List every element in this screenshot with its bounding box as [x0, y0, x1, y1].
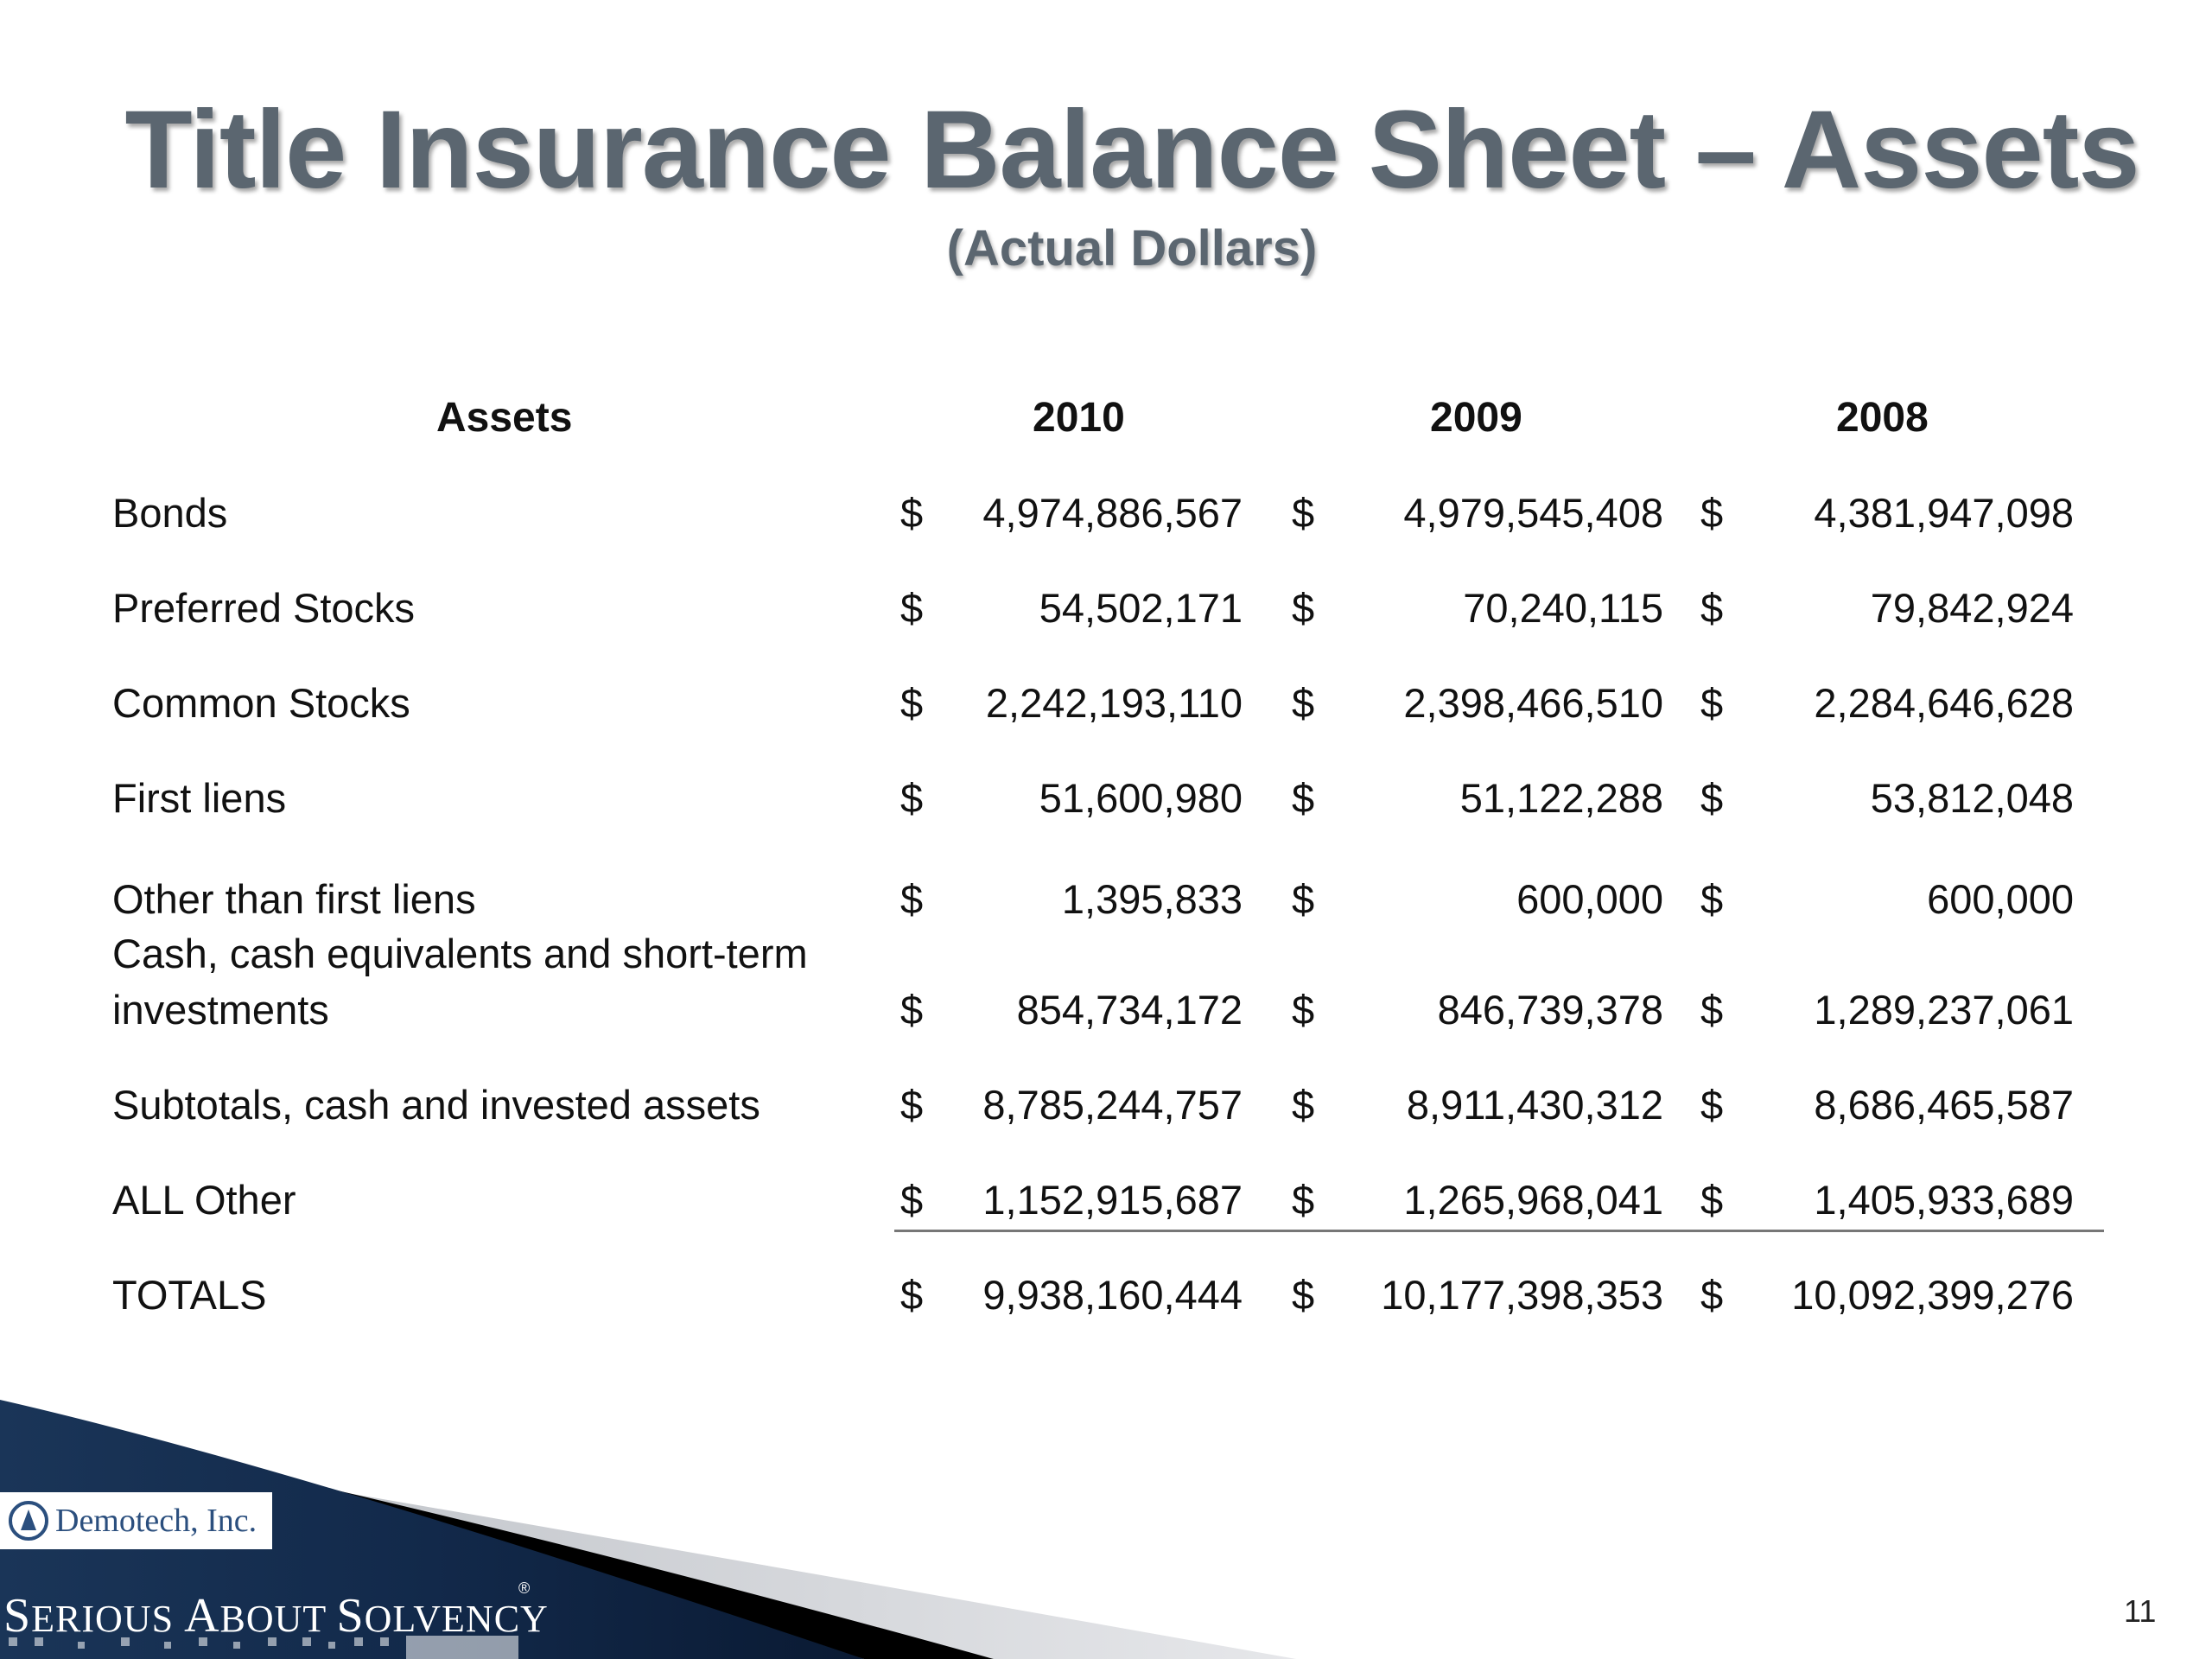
currency-symbol: $ [1700, 876, 1724, 922]
row-label: Preferred Stocks [112, 585, 416, 631]
currency-symbol: $ [1292, 1272, 1315, 1318]
currency-symbol: $ [1700, 1177, 1724, 1223]
currency-symbol: $ [1700, 490, 1724, 536]
tagline [3, 1588, 549, 1643]
currency-symbol: $ [1700, 1082, 1724, 1128]
value-2008: 79,842,924 [1870, 585, 2074, 631]
currency-symbol: $ [1292, 987, 1315, 1033]
value-2009: 10,177,398,353 [1381, 1272, 1663, 1318]
currency-symbol: $ [900, 775, 924, 821]
value-2009: 8,911,430,312 [1406, 1082, 1663, 1128]
value-2010: 4,974,886,567 [982, 490, 1243, 536]
registered-mark: ® [518, 1580, 531, 1597]
demotech-logo-icon [9, 1501, 48, 1541]
currency-symbol: $ [1700, 987, 1724, 1033]
currency-symbol: $ [900, 1272, 924, 1318]
row-label: First liens [112, 775, 287, 821]
value-2010: 51,600,980 [1039, 775, 1243, 821]
value-2008: 8,686,465,587 [1814, 1082, 2074, 1128]
value-2009: 4,979,545,408 [1403, 490, 1663, 536]
value-2010: 8,785,244,757 [982, 1082, 1243, 1128]
header-2008: 2008 [1836, 395, 1929, 441]
value-2010: 54,502,171 [1039, 585, 1243, 631]
tagline-part: ERIOUS [31, 1598, 185, 1640]
value-2009: 846,739,378 [1437, 987, 1663, 1033]
header-assets: Assets [436, 395, 573, 441]
tagline-part: BOUT [219, 1598, 337, 1640]
demotech-logo [0, 1492, 272, 1549]
currency-symbol: $ [900, 490, 924, 536]
currency-symbol: $ [1292, 1177, 1315, 1223]
value-2009: 1,265,968,041 [1403, 1177, 1663, 1223]
currency-symbol: $ [1292, 585, 1315, 631]
currency-symbol: $ [1292, 775, 1315, 821]
currency-symbol: $ [1292, 680, 1315, 726]
value-2010: 854,734,172 [1016, 987, 1243, 1033]
currency-symbol: $ [1700, 775, 1724, 821]
value-2009: 600,000 [1516, 876, 1663, 922]
value-2010: 1,152,915,687 [982, 1177, 1243, 1223]
row-label: ALL Other [112, 1177, 296, 1223]
row-label-line1: Cash, cash equivalents and short-term [112, 931, 808, 976]
currency-symbol: $ [1292, 1082, 1315, 1128]
row-label: Bonds [112, 490, 228, 536]
row-label: Subtotals, cash and invested assets [112, 1082, 760, 1128]
currency-symbol: $ [900, 1082, 924, 1128]
currency-symbol: $ [900, 876, 924, 922]
row-label: TOTALS [112, 1272, 267, 1318]
tagline-part: S [336, 1589, 365, 1643]
value-2010: 1,395,833 [1061, 876, 1243, 922]
tagline-part: A [184, 1589, 220, 1643]
value-2009: 2,398,466,510 [1403, 680, 1663, 726]
value-2010: 9,938,160,444 [982, 1272, 1243, 1318]
header-2010: 2010 [1033, 395, 1125, 441]
currency-symbol: $ [1292, 490, 1315, 536]
slide-title: Title Insurance Balance Sheet – Assets [124, 88, 2139, 212]
value-2008: 10,092,399,276 [1791, 1272, 2074, 1318]
currency-symbol: $ [1292, 876, 1315, 922]
value-2008: 1,405,933,689 [1814, 1177, 2074, 1223]
currency-symbol: $ [1700, 1272, 1724, 1318]
currency-symbol: $ [900, 987, 924, 1033]
currency-symbol: $ [1700, 585, 1724, 631]
tagline-part: S [3, 1589, 32, 1643]
row-label: Common Stocks [112, 680, 410, 726]
currency-symbol: $ [900, 1177, 924, 1223]
currency-symbol: $ [1700, 680, 1724, 726]
value-2008: 53,812,048 [1870, 775, 2074, 821]
value-2010: 2,242,193,110 [985, 680, 1243, 726]
currency-symbol: $ [900, 680, 924, 726]
value-2009: 70,240,115 [1463, 585, 1663, 631]
row-label: Other than first liens [112, 876, 476, 922]
slide-subtitle: (Actual Dollars) [946, 220, 1318, 276]
value-2008: 1,289,237,061 [1814, 987, 2074, 1033]
tagline-part: OLVENCY [364, 1598, 549, 1640]
header-2009: 2009 [1430, 395, 1522, 441]
row-label-line2: investments [112, 987, 329, 1033]
currency-symbol: $ [900, 585, 924, 631]
value-2008: 600,000 [1927, 876, 2074, 922]
value-2008: 4,381,947,098 [1814, 490, 2074, 536]
logo-text: Demotech, Inc. [55, 1503, 257, 1539]
value-2009: 51,122,288 [1459, 775, 1663, 821]
value-2008: 2,284,646,628 [1814, 680, 2074, 726]
page-number: 11 [2124, 1593, 2157, 1629]
